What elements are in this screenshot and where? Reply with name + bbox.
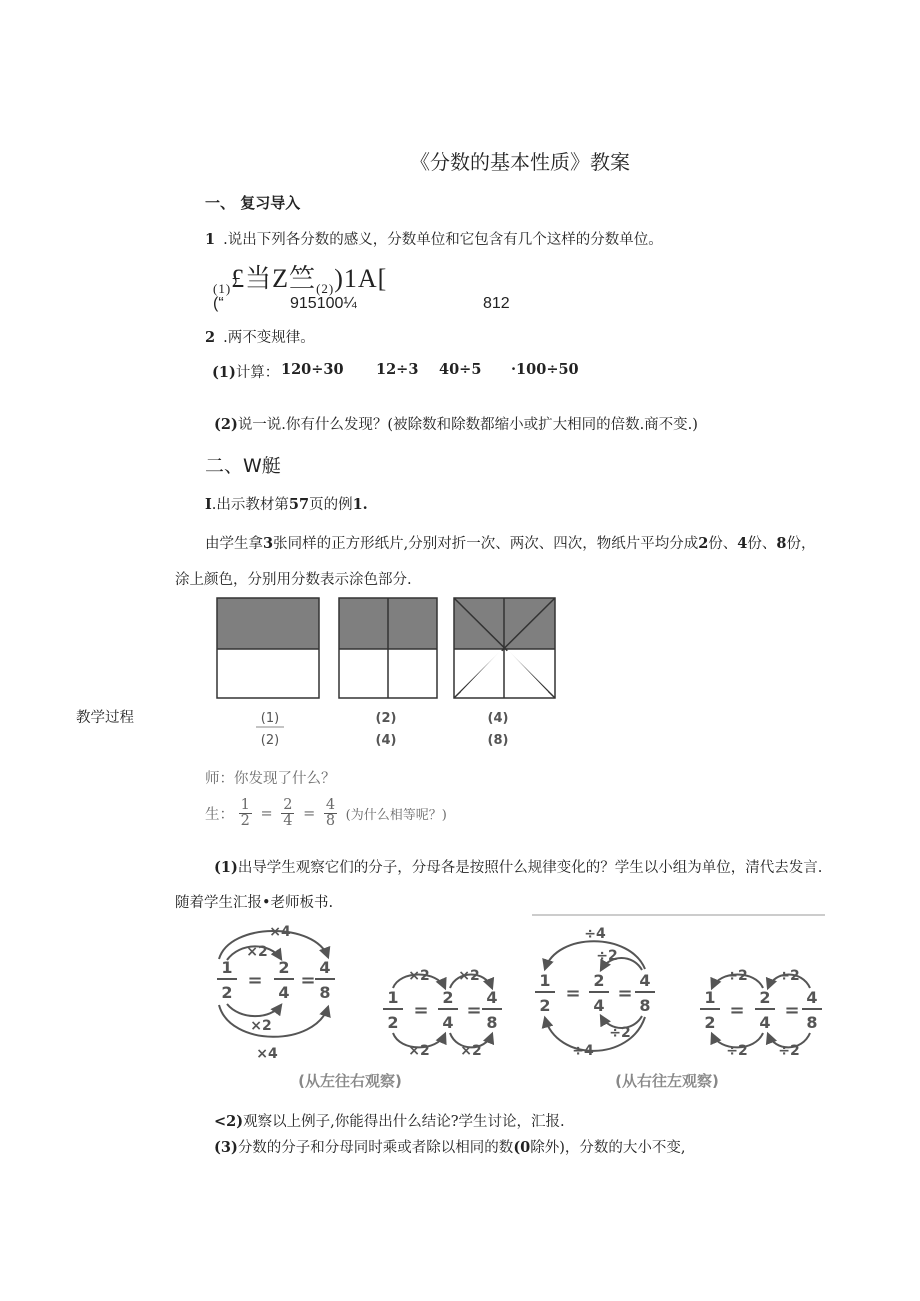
sf3-num: 4 — [325, 797, 336, 813]
section1-heading: 一、 复习导入 — [205, 194, 301, 212]
student-fraction-1 — [239, 798, 252, 829]
calc-label: 计算： — [235, 365, 280, 381]
d2-eq1: = — [413, 1000, 429, 1021]
d2-x2-b: ×2 — [458, 968, 480, 984]
d2-x2-c: ×2 — [408, 1043, 430, 1059]
sf1-den: 2 — [240, 813, 250, 830]
sf1-num: 1 — [240, 797, 250, 813]
d2-f2d: 4 — [442, 1013, 454, 1032]
guide-num: (1) — [214, 859, 238, 876]
d4-eq2: = — [784, 1000, 800, 1021]
d3-f2n: 2 — [593, 971, 605, 990]
item-1-ex: 1. — [352, 496, 368, 513]
d3-d4-bottom: ÷4 — [572, 1043, 594, 1059]
d1-x4-bottom: ×4 — [256, 1046, 278, 1062]
calc-label-num: (1) — [212, 364, 236, 381]
label-1-num: (1) — [260, 711, 280, 726]
obs2-line — [214, 1110, 565, 1131]
square-half — [217, 598, 319, 698]
d3-f3n: 4 — [639, 971, 651, 990]
para-line-2: 涂上颜色，分别用分数表示涂色部分. — [175, 572, 412, 588]
student-label: 生： — [205, 807, 234, 824]
d4-f1d: 2 — [704, 1013, 716, 1032]
question-2 — [205, 326, 315, 347]
diagram-group-2 — [383, 968, 502, 1059]
garbled-1a: (1) — [213, 281, 232, 297]
para-text-2: 张同样的正方形纸片,分别对折一次、两次、四次，物纸片平均分成 — [273, 536, 699, 552]
d1-x2-bottom: ×2 — [250, 1018, 272, 1034]
guide-text: 出导学生观察它们的分子，分母各是按照什么规律变化的？学生以小组为单位，清代去发言. — [237, 860, 823, 876]
d3-f3d: 8 — [639, 996, 651, 1015]
label-1-den: (2) — [260, 733, 280, 748]
d1-x2-top: ×2 — [246, 944, 268, 960]
page-title: 《分数的基本性质》教案 — [410, 150, 630, 174]
d4-f1n: 1 — [704, 988, 716, 1007]
diagram-group-1 — [217, 924, 335, 1062]
d2-f3n: 4 — [486, 988, 498, 1007]
d2-f2n: 2 — [442, 988, 454, 1007]
d2-f3d: 8 — [486, 1013, 498, 1032]
square-eighths — [454, 598, 555, 698]
student-eq-2: = — [303, 805, 316, 822]
d4-d2-c: ÷2 — [726, 1043, 748, 1059]
para-text-3: 份、 — [708, 536, 738, 552]
garbled-line-2c: 812 — [483, 295, 510, 312]
square-labels — [256, 711, 508, 748]
student-note: (为什么相等呢？) — [345, 808, 447, 824]
d2-eq2: = — [466, 1000, 482, 1021]
student-fraction-2 — [281, 798, 294, 829]
say-num: (2) — [214, 416, 238, 433]
para-num-3: 4 — [737, 535, 748, 552]
para-text-5: 份， — [786, 536, 816, 552]
d2-x2-a: ×2 — [408, 968, 430, 984]
para-num-1: 3 — [263, 535, 274, 552]
item-1-mid: 页的例 — [309, 497, 353, 513]
d3-f2d: 4 — [593, 996, 605, 1015]
obs2-num: <2) — [214, 1113, 244, 1130]
label-3-den: (8) — [487, 733, 509, 748]
d4-d2-a: ÷2 — [726, 968, 748, 984]
label-2-den: (4) — [375, 733, 397, 748]
d3-d2-bottom: ÷2 — [609, 1025, 631, 1041]
calc-item-4: ·100÷50 — [511, 361, 579, 378]
student-fraction-3 — [324, 798, 337, 829]
teacher-line: 师：你发现了什么？ — [205, 771, 336, 787]
obs3-text-2: 除外)，分数的大小不变, — [530, 1140, 686, 1156]
item-1 — [205, 493, 368, 514]
calc-line — [212, 361, 279, 382]
d4-eq1: = — [729, 1000, 745, 1021]
d2-x2-d: ×2 — [460, 1043, 482, 1059]
guide-line-2: 随着学生汇报•老师板书. — [175, 895, 334, 911]
para-line-1 — [205, 532, 815, 553]
para-text-1: 由学生拿 — [205, 536, 263, 552]
question-2-text: .两不变规律。 — [223, 330, 315, 346]
diagram-group-4 — [700, 968, 822, 1059]
d2-f1n: 1 — [387, 988, 399, 1007]
item-1-page: 57 — [288, 496, 310, 513]
garbled-1b: £当Z竺 — [231, 264, 317, 293]
student-eq-1: = — [260, 805, 273, 822]
board-diagram — [205, 912, 835, 1097]
d4-f3d: 8 — [806, 1013, 818, 1032]
sf2-den: 4 — [283, 813, 293, 830]
guide-line — [214, 856, 822, 877]
d4-d2-b: ÷2 — [778, 968, 800, 984]
student-line — [205, 798, 447, 829]
para-num-4: 8 — [776, 535, 787, 552]
d3-f1d: 2 — [539, 996, 551, 1015]
obs3-num: (3) — [214, 1139, 238, 1156]
d3-eq1: = — [565, 983, 581, 1004]
obs3-text-1: 分数的分子和分母同时乘或者除以相同的数 — [237, 1140, 514, 1156]
question-1-num: 1 — [205, 231, 216, 248]
folded-squares-figure — [212, 596, 562, 756]
item-1-num: I — [205, 496, 212, 513]
d4-d2-d: ÷2 — [778, 1043, 800, 1059]
d1-f1n: 1 — [221, 958, 233, 977]
d2-f1d: 2 — [387, 1013, 399, 1032]
d1-f3n: 4 — [319, 958, 331, 977]
section2-heading: 二、W艇 — [205, 455, 281, 477]
para-text-4: 份、 — [747, 536, 777, 552]
obs2-text: 观察以上例子,你能得出什么结论?学生讨论，汇报. — [243, 1114, 565, 1130]
say-line — [214, 413, 698, 434]
calc-item-1: 120÷30 — [281, 361, 344, 378]
item-1-pre: .出示教材第 — [211, 497, 289, 513]
label-3-num: (4) — [487, 711, 509, 726]
diagram-group-3 — [535, 926, 655, 1059]
garbled-1c: (2) — [316, 281, 335, 297]
d1-eq1: = — [247, 970, 263, 991]
obs3-zero: (0 — [513, 1139, 531, 1156]
d1-f3d: 8 — [319, 983, 331, 1002]
garbled-line-2a: (“ — [213, 295, 224, 312]
question-2-num: 2 — [205, 329, 216, 346]
calc-item-3: 40÷5 — [439, 361, 482, 378]
d4-f3n: 4 — [806, 988, 818, 1007]
d1-f2n: 2 — [278, 958, 290, 977]
say-text: 说一说.你有什么发现？(被除数和除数都缩小或扩大相同的倍数.商不变.) — [237, 417, 698, 433]
caption-left: (从左往右观察) — [298, 1072, 402, 1090]
sf3-den: 8 — [325, 813, 336, 830]
square-quarters — [339, 598, 437, 698]
question-1-text: .说出下列各分数的感义，分数单位和它包含有几个这样的分数单位。 — [223, 232, 663, 248]
caption-right: (从右往左观察) — [615, 1072, 719, 1090]
sf2-num: 2 — [283, 797, 293, 813]
d4-f2n: 2 — [759, 988, 771, 1007]
d1-f1d: 2 — [221, 983, 233, 1002]
label-2-num: (2) — [375, 711, 397, 726]
para-num-2: 2 — [698, 535, 709, 552]
diagram-glyphs — [217, 924, 822, 1090]
garbled-1d: )1A[ — [334, 264, 388, 293]
d1-eq2: = — [300, 970, 316, 991]
d3-f1n: 1 — [539, 971, 551, 990]
garbled-line-1 — [213, 258, 387, 297]
d4-f2d: 4 — [759, 1013, 771, 1032]
d3-eq2: = — [617, 983, 633, 1004]
obs3-line — [214, 1136, 686, 1157]
calc-item-2: 12÷3 — [376, 361, 419, 378]
d1-f2d: 4 — [278, 983, 290, 1002]
side-label: 教学过程 — [76, 710, 134, 726]
d3-d2-top: ÷2 — [596, 948, 618, 964]
question-1 — [205, 228, 663, 249]
d3-d4-top: ÷4 — [584, 926, 606, 942]
garbled-line-2b: 915100¼ — [290, 295, 357, 312]
d1-x4-top: ×4 — [269, 924, 291, 940]
